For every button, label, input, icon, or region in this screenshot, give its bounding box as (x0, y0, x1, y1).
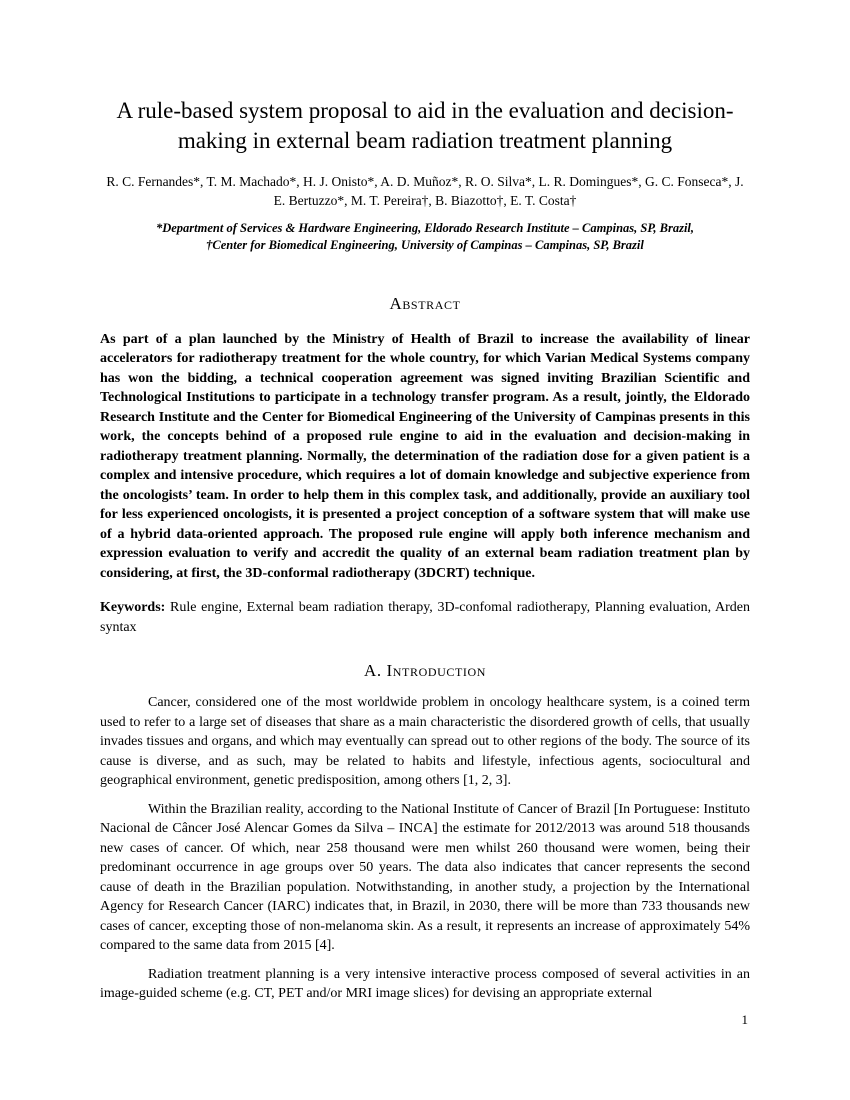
page-number: 1 (741, 1012, 748, 1027)
keywords-text: Rule engine, External beam radiation therapy, 3D-confomal radiotherapy, Planning evaluation, Arden syntax (100, 600, 750, 635)
intro-paragraph-1: Cancer, considered one of the most worldwide problem in oncology healthcare system, is a coined term used to refer to a large set of diseases that share as a main characteristic the disordered growth of cells, that usually invades tissues and organs, and which may eventually can spread out to other regions of the body. The source of its cause is diverse, and as such, may be related to habits and lifestyle, infectious agents, sociocultural and geographical environment, genetic predisposition, among others [1, 2, 3]. (100, 695, 750, 789)
affiliation-line-2: †Center for Biomedical Engineering, University of Campinas – Campinas, SP, Brazil (206, 237, 644, 252)
introduction-heading: A. Introduction (363, 661, 487, 681)
intro-paragraph-3: Radiation treatment planning is a very intensive interactive process composed of several activities in an image-guided scheme (e.g. CT, PET and/or MRI image slices) for devising an appropriate external (100, 966, 750, 1002)
abstract-heading: Abstract (389, 293, 461, 313)
keywords-label: Keywords: (100, 600, 166, 616)
paper-title: A rule-based system proposal to aid in the evaluation and decision-making in external beam radiation treatment planning (116, 98, 734, 154)
keywords-line (100, 598, 750, 637)
author-list: R. C. Fernandes*, T. M. Machado*, H. J. Onisto*, A. D. Muñoz*, R. O. Silva*, L. R. Domingues*, G. C. Fonseca*, J. E. Bertuzzo*, M. T. Pereira†, B. Biazotto†, E. T. Costa† (106, 173, 744, 208)
abstract-text: As part of a plan launched by the Ministry of Health of Brazil to increase the availability of linear accelerators for radiotherapy treatment for the whole country, for which Varian Medical Systems company has won the bidding, a technical cooperation agreement was signed inviting Brazilian Scientific and Technological Institutions to participate in a technology transfer program. As a result, jointly, the Eldorado Research Institute and the Center for Biomedical Engineering of the University of Campinas presents in this work, the concepts behind of a proposed rule engine to aid in the evaluation and decision-making in radiotherapy treatment planning. Normally, the determination of the radiation dose for a given patient is a complex and intensive procedure, which requires a lot of domain knowledge and subjective experience from the oncologists’ team. In order to help them in this complex task, and additionally, provide an auxiliary tool for less experienced oncologists, it is presented a project conception of a software system that will make use of a hybrid data-oriented approach. The proposed rule engine will apply both inference mechanism and expression evaluation to verify and accredit the quality of an external beam radiation treatment plan by considering, at first, the 3D-conformal radiotherapy (3DCRT) technique. (100, 331, 750, 581)
intro-paragraph-2: Within the Brazilian reality, according to the National Institute of Cancer of Brazil [In Portuguese: Instituto Nacional de Câncer José Alencar Gomes da Silva – INCA] the estimate for 2012/2013 was around 518 thousands new cases of cancer. Of which, near 258 thousand were men whilst 260 thousand were women, being their predominant occurrence in age groups over 50 years. The data also indicates that cancer represents the second cause of death in the Brazilian population. Notwithstanding, in another study, a projection by the International Agency for Research Cancer (IARC) indicates that, in Brazil, in 2030, there will be more than 733 thousands new cases of cancer, excepting those of non-melanoma skin. As a result, it represents an increase of approximately 54% compared to the same data from 2015 [4]. (100, 801, 750, 954)
affiliation-line-1: *Department of Services & Hardware Engineering, Eldorado Research Institute – Campinas, SP, Brazil, (155, 221, 695, 236)
